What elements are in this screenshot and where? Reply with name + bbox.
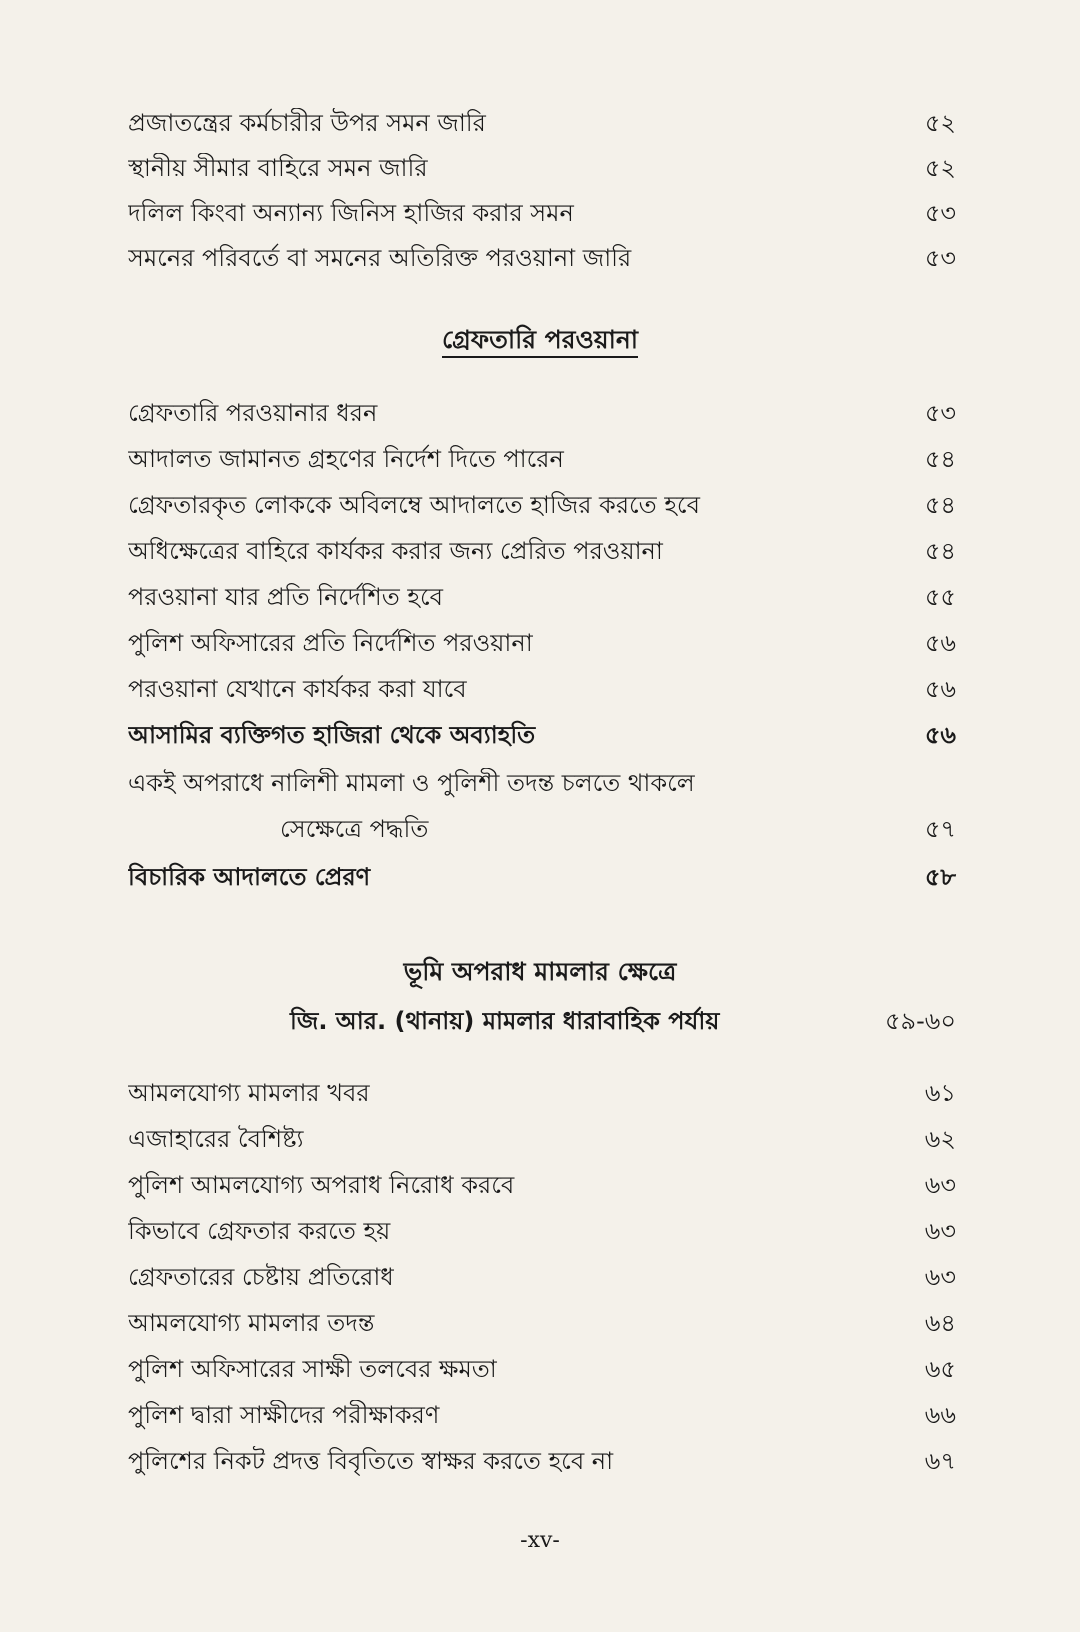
toc-entry bbox=[128, 198, 956, 228]
toc-entry-page: ৫৬ bbox=[924, 629, 956, 657]
toc-subheading-entry bbox=[290, 1006, 956, 1036]
toc-entry-title: গ্রেফতারের চেষ্টায় প্রতিরোধ bbox=[128, 1263, 394, 1291]
toc-entry-page: ৫৯-৬০ bbox=[884, 1007, 956, 1035]
toc-entry bbox=[128, 674, 956, 704]
toc-entry-title: পরওয়ানা যার প্রতি নির্দেশিত হবে bbox=[128, 583, 443, 611]
toc-entry bbox=[128, 490, 956, 520]
toc-entry bbox=[128, 1262, 956, 1292]
toc-entry-title: পুলিশ অফিসারের সাক্ষী তলবের ক্ষমতা bbox=[128, 1355, 497, 1383]
toc-entry-page: ৬২ bbox=[924, 1125, 956, 1153]
toc-entry-page: ৫৪ bbox=[924, 445, 956, 473]
toc-entry-title: আদালত জামানত গ্রহণের নির্দেশ দিতে পারেন bbox=[128, 445, 564, 473]
toc-entry-page: ৬১ bbox=[924, 1079, 956, 1107]
section-heading bbox=[0, 956, 1080, 988]
toc-entry-title: পুলিশ অফিসারের প্রতি নির্দেশিত পরওয়ানা bbox=[128, 629, 533, 657]
toc-entry-page: ৬৩ bbox=[924, 1217, 956, 1245]
toc-entry-title: আসামির ব্যক্তিগত হাজিরা থেকে অব্যাহতি bbox=[128, 721, 536, 749]
toc-entry-title: আমলযোগ্য মামলার খবর bbox=[128, 1079, 370, 1107]
toc-entry bbox=[128, 720, 956, 750]
toc-entry-title: স্থানীয় সীমার বাহিরে সমন জারি bbox=[128, 154, 428, 182]
toc-entry bbox=[128, 862, 956, 892]
toc-entry-title: আমলযোগ্য মামলার তদন্ত bbox=[128, 1309, 375, 1337]
toc-entry bbox=[128, 444, 956, 474]
toc-entry-page: ৫৭ bbox=[924, 815, 956, 843]
toc-entry-page: ৫৬ bbox=[924, 721, 956, 749]
toc-entry-page: ৫৩ bbox=[924, 244, 956, 272]
toc-entry bbox=[128, 1216, 956, 1246]
toc-entry-title: এজাহারের বৈশিষ্ট্য bbox=[128, 1125, 304, 1153]
toc-entry bbox=[128, 1308, 956, 1338]
toc-entry bbox=[128, 153, 956, 183]
toc-entry bbox=[128, 108, 956, 138]
toc-entry-page: ৫২ bbox=[924, 109, 956, 137]
toc-entry-page: ৬৫ bbox=[924, 1355, 956, 1383]
toc-entry-title: গ্রেফতারকৃত লোককে অবিলম্বে আদালতে হাজির করতে হবে bbox=[128, 491, 700, 519]
toc-entry-page: ৫৮ bbox=[924, 863, 956, 891]
toc-entry-page: ৬৩ bbox=[924, 1263, 956, 1291]
toc-entry-title: পুলিশ আমলযোগ্য অপরাধ নিরোধ করবে bbox=[128, 1171, 515, 1199]
toc-entry bbox=[128, 1078, 956, 1108]
toc-entry-page: ৬৪ bbox=[924, 1309, 956, 1337]
toc-entry-title: কিভাবে গ্রেফতার করতে হয় bbox=[128, 1217, 391, 1245]
toc-entry-page: ৫৪ bbox=[924, 537, 956, 565]
toc-entry-title: গ্রেফতারি পরওয়ানার ধরন bbox=[128, 399, 378, 427]
toc-entry-page: ৬৬ bbox=[924, 1401, 956, 1429]
toc-entry-page: ৫৬ bbox=[924, 675, 956, 703]
toc-entry bbox=[128, 628, 956, 658]
toc-entry-title: প্রজাতন্ত্রের কর্মচারীর উপর সমন জারি bbox=[128, 109, 486, 137]
toc-entry-continuation bbox=[280, 814, 956, 844]
toc-entry-title: পরওয়ানা যেখানে কার্যকর করা যাবে bbox=[128, 675, 467, 703]
toc-subheading-title: জি. আর. (থানায়) মামলার ধারাবাহিক পর্যায় bbox=[290, 1007, 720, 1035]
toc-entry-title: বিচারিক আদালতে প্রেরণ bbox=[128, 863, 371, 891]
toc-entry-title: পুলিশের নিকট প্রদত্ত বিবৃতিতে স্বাক্ষর করতে হবে না bbox=[128, 1447, 614, 1475]
toc-entry-page: ৫৫ bbox=[924, 583, 956, 611]
toc-entry bbox=[128, 1400, 956, 1430]
section-heading-text: গ্রেফতারি পরওয়ানা bbox=[442, 325, 638, 358]
toc-entry bbox=[128, 243, 956, 273]
toc-entry-page: ৫২ bbox=[924, 154, 956, 182]
toc-entry bbox=[128, 1170, 956, 1200]
toc-entry bbox=[128, 1124, 956, 1154]
toc-entry-page: ৫৩ bbox=[924, 399, 956, 427]
toc-entry-title-cont: সেক্ষেত্রে পদ্ধতি bbox=[280, 815, 429, 843]
toc-entry bbox=[128, 1446, 956, 1476]
toc-entry bbox=[128, 1354, 956, 1384]
section-heading bbox=[0, 324, 1080, 356]
toc-entry-title: দলিল কিংবা অন্যান্য জিনিস হাজির করার সমন bbox=[128, 199, 574, 227]
section-heading-text: ভূমি অপরাধ মামলার ক্ষেত্রে bbox=[403, 957, 677, 986]
toc-entry bbox=[128, 582, 956, 612]
page-number-footer: -xv- bbox=[520, 1528, 560, 1553]
toc-entry bbox=[128, 536, 956, 566]
toc-entry bbox=[128, 398, 956, 428]
toc-entry-page: ৬৭ bbox=[924, 1447, 956, 1475]
toc-entry-title: একই অপরাধে নালিশী মামলা ও পুলিশী তদন্ত চলতে থাকলে bbox=[128, 769, 695, 797]
toc-entry-title: সমনের পরিবর্তে বা সমনের অতিরিক্ত পরওয়ানা জারি bbox=[128, 244, 632, 272]
toc-entry-page: ৬৩ bbox=[924, 1171, 956, 1199]
toc-entry-multiline bbox=[128, 768, 956, 798]
toc-entry-title: অধিক্ষেত্রের বাহিরে কার্যকর করার জন্য প্রেরিত পরওয়ানা bbox=[128, 537, 663, 565]
toc-entry-page: ৫৩ bbox=[924, 199, 956, 227]
toc-entry-title: পুলিশ দ্বারা সাক্ষীদের পরীক্ষাকরণ bbox=[128, 1401, 440, 1429]
toc-entry-page: ৫৪ bbox=[924, 491, 956, 519]
